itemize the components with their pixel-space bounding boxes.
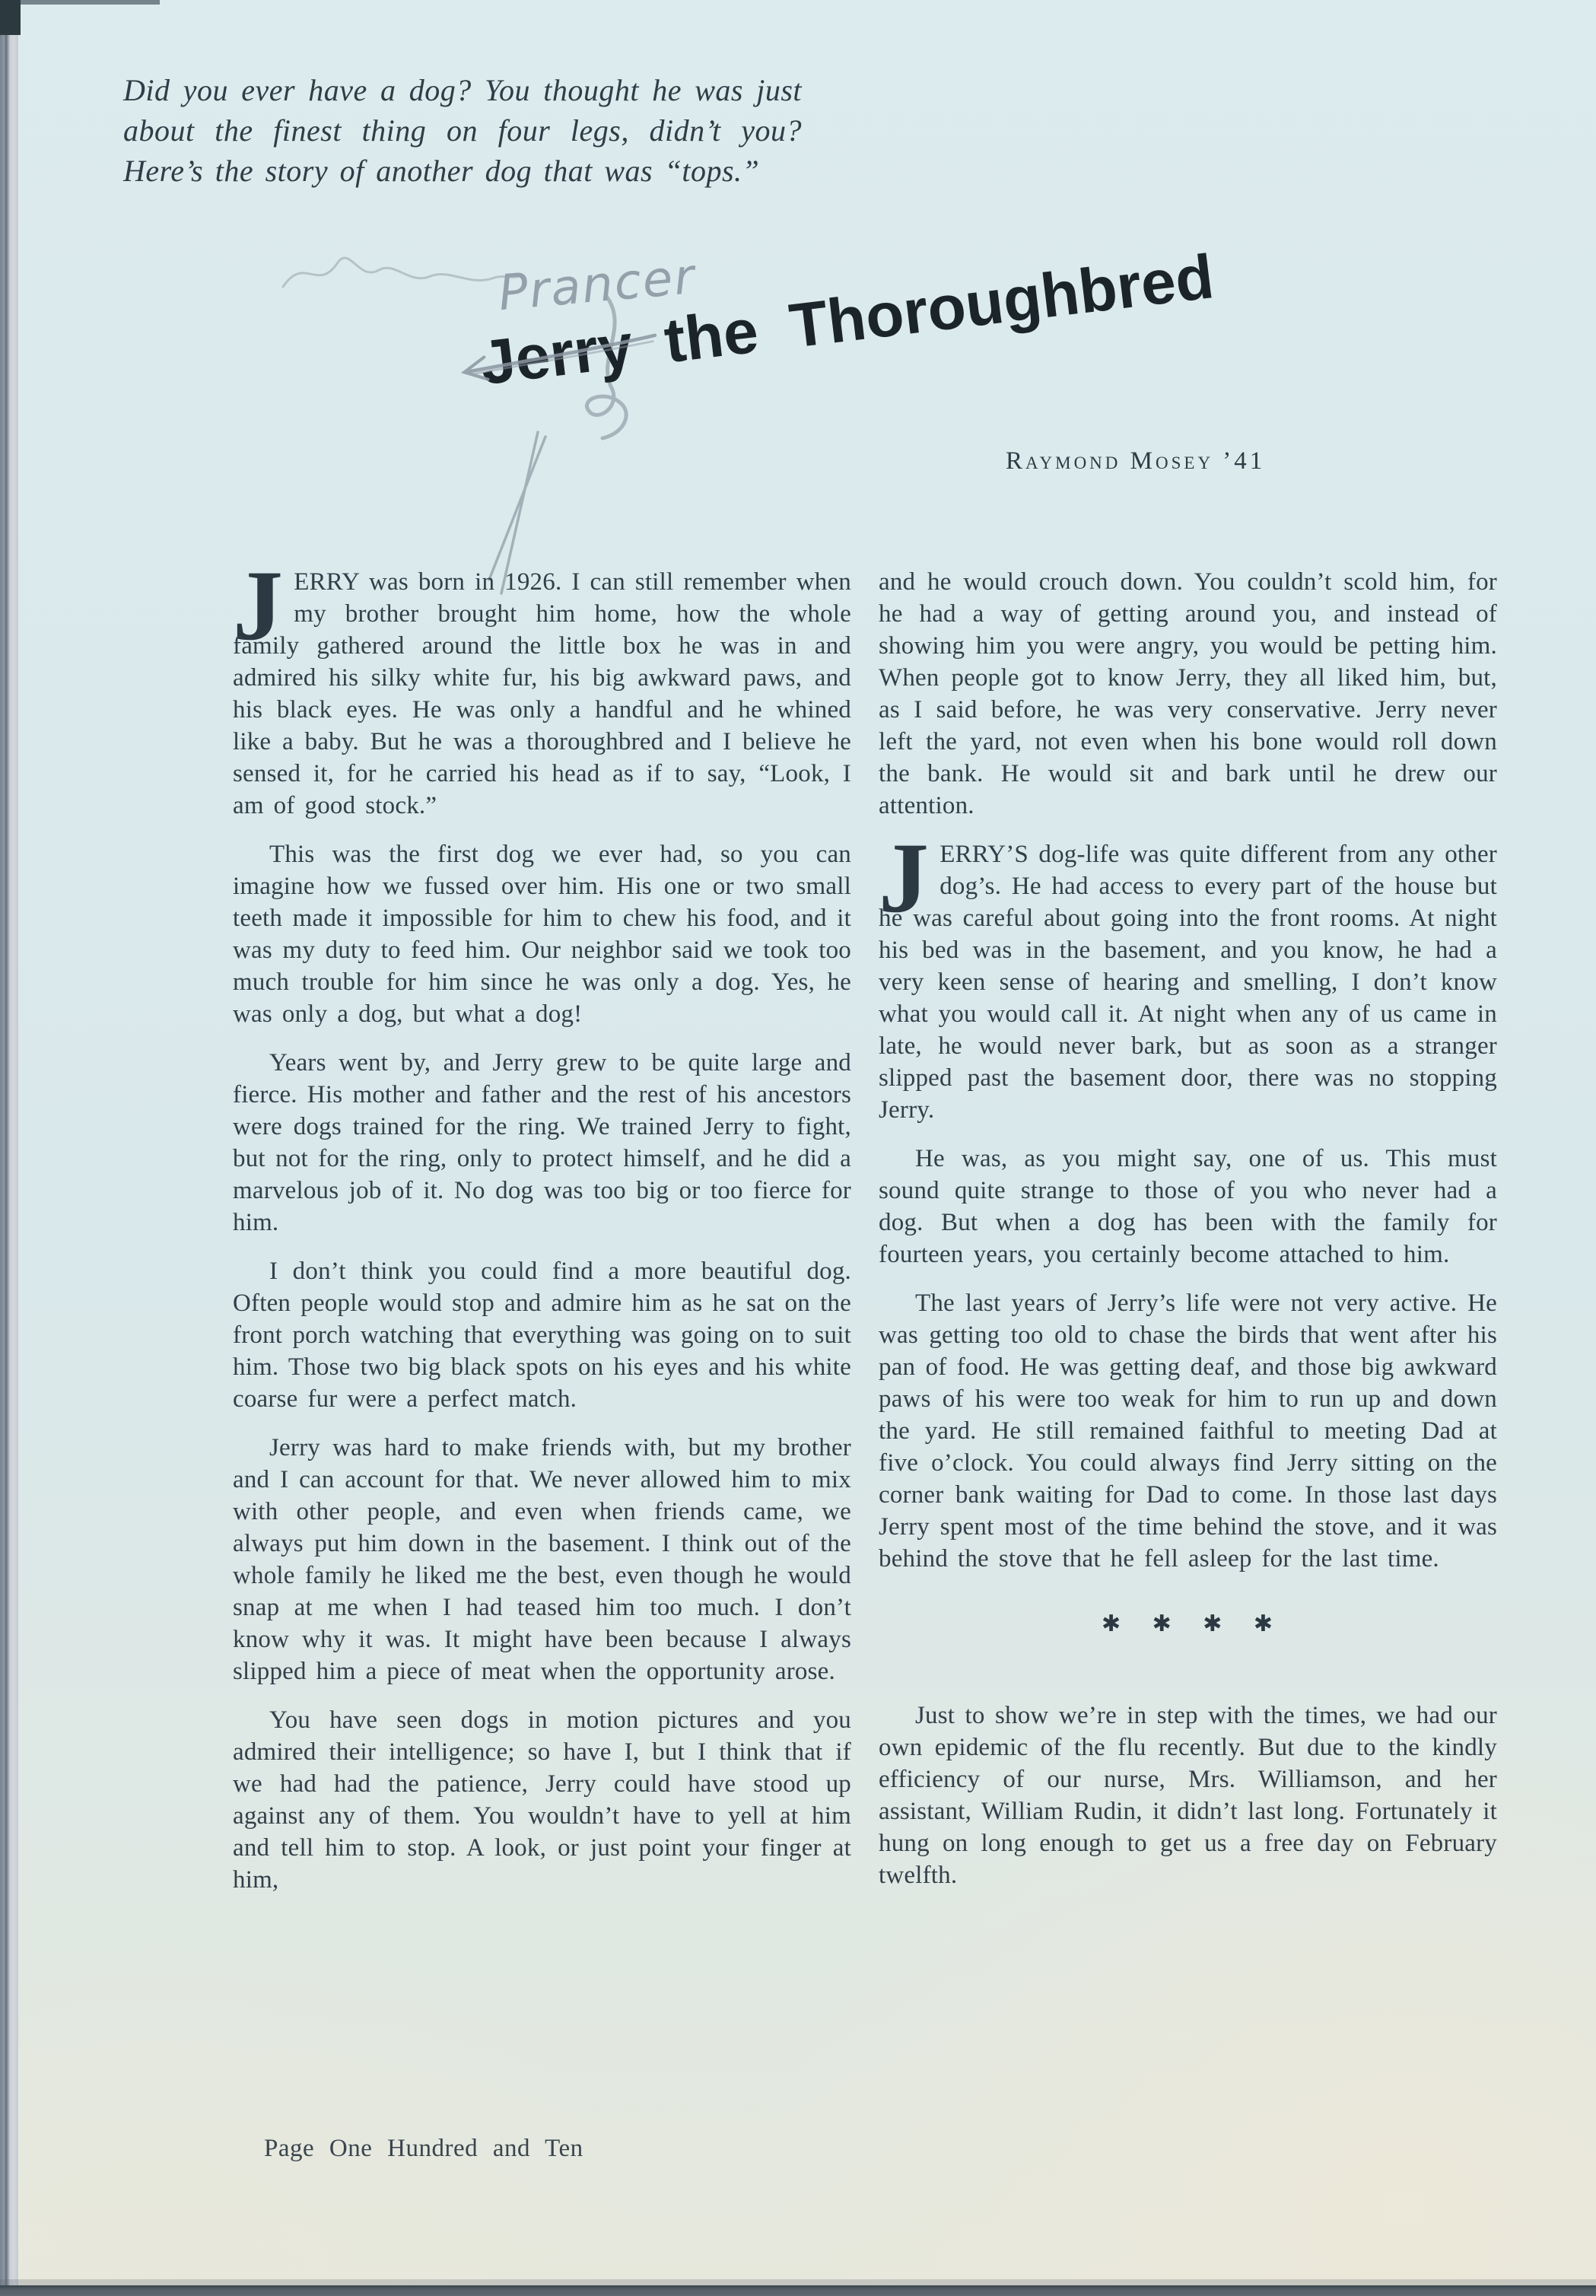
paragraph: This was the first dog we ever had, so you can imagine how we fussed over him. His one or two small teeth made it impossible for him to chew his food, and it was my duty to feed him. Our neighbor said we took too much trouble for him since he was only a dog. Yes, he was only a dog, but what a dog!: [233, 841, 851, 1028]
left-column: [233, 549, 851, 1913]
paragraph: Just to show we’re in step with the times, we had our own epidemic of the flu recently. But due to the kindly efficiency of our nurse, Mrs. Williamson, and her assistant, William Rudin, it didn’t last long. Fortunately it hung on long enough to get us a free day on February twelfth.: [879, 1702, 1497, 1889]
asterisk-separator: ✱ ✱ ✱ ✱: [1101, 1611, 1275, 1636]
paragraph-text: ERRY was born in 1926. I can still remember when my brother brought him home, how the whole family gathered around the little box he was in and admired his silky white fur, his big awkward paws, and his black eyes. He was only a handful and he whined like a baby. But he was a thoroughbred and I believe he sensed it, for he carried his head as if to say, “Look, I am of good stock.”: [233, 568, 851, 819]
scan-top-edge: [0, 0, 160, 5]
page-bottom-shadow: [0, 2279, 1596, 2285]
paragraph: [879, 822, 1497, 1126]
right-column: [879, 566, 1497, 1913]
paragraph: The last years of Jerry’s life were not very active. He was getting too old to chase the birds that went after his pan of food. He was getting deaf, and those big awkward paws of his were too weak for him to run up and down the yard. He still remained faithful to meeting Dad at five o’clock. You could always find Jerry sitting on the corner bank waiting for Dad to come. In those last days Jerry spent most of the time behind the stove, and it was behind the stove that he fell asleep for the last time.: [879, 1290, 1497, 1573]
paragraph: I don’t think you could find a more beautiful dog. Often people would stop and admire him as he sat on the front porch watching that everything was going on to suit him. Those two big black spots on his eyes and his white coarse fur were a perfect match.: [233, 1258, 851, 1413]
title-word-struck-wrap: [477, 310, 637, 399]
paragraph-text: ERRY’S dog-life was quite different from any other dog’s. He had access to every part of the house but he was careful about going into the front rooms. At night his bed was in the basement, and you know, he had a very keen sense of hearing and smelling, I don’t know what you would call it. At night when any of us came in late, he would never bark, but as soon as a stranger slipped past the basement door, there was no stopping Jerry.: [879, 841, 1497, 1124]
page-binding-edge: [0, 0, 18, 2287]
corner-dark-mark: [0, 0, 21, 35]
scan-background-strip: [0, 2285, 1596, 2296]
paragraph: You have seen dogs in motion pictures and you admired their intelligence; so have I, but I think that if we had had the patience, Jerry could have stood up against any of them. You wouldn’t have to yell at him and tell him to stop. A look, or just point your finger at him,: [233, 1706, 851, 1894]
dropcap-letter: J: [879, 822, 930, 933]
paragraph: Jerry was hard to make friends with, but my brother and I can account for that. We never allowed him to mix with other people, and even when friends came, we always put him down in the basement. I think out of the whole family he liked me the best, even though he would snap at me when I had teased him too much. I don’t know why it was. It might have been because I always slipped him a piece of meat when the opportunity arose.: [233, 1434, 851, 1685]
pencil-scribble-icon: [274, 240, 525, 308]
paragraph: [233, 549, 851, 822]
intro-blurb: Did you ever have a dog? You thought he was just about the finest thing on four legs, didn’t you? Here’s the story of another dog that was “tops.”: [123, 73, 802, 188]
story-columns: [233, 549, 1497, 1913]
byline: Raymond Mosey ’41: [1006, 447, 1266, 475]
annotation-word: Prancer: [496, 248, 698, 323]
paragraph: He was, as you might say, one of us. This must sound quite strange to those of you who never had a dog. But when a dog has been with the family for fourteen years, you certainly become attached to him.: [879, 1145, 1497, 1268]
paragraph: and he would crouch down. You couldn’t scold him, for he had a way of getting around you, and instead of showing him you were angry, you would be petting him. When people got to know Jerry, they all liked him, but, as I said before, he was very conservative. Jerry never left the yard, not even when his bone would roll down the bank. He would sit and bark until he drew our attention.: [879, 568, 1497, 819]
paragraph: Years went by, and Jerry grew to be quite large and fierce. His mother and father and the rest of his ancestors were dogs trained for the ring. We trained Jerry to fight, but not for the ring, only to protect himself, and he did a marvelous job of it. No dog was too big or too fierce for him.: [233, 1049, 851, 1236]
dropcap-letter: J: [233, 549, 284, 661]
title-word-jerry: Jerry: [476, 311, 637, 399]
title-rest: the Thoroughbred: [660, 242, 1218, 377]
page-number: Page One Hundred and Ten: [264, 2135, 583, 2162]
